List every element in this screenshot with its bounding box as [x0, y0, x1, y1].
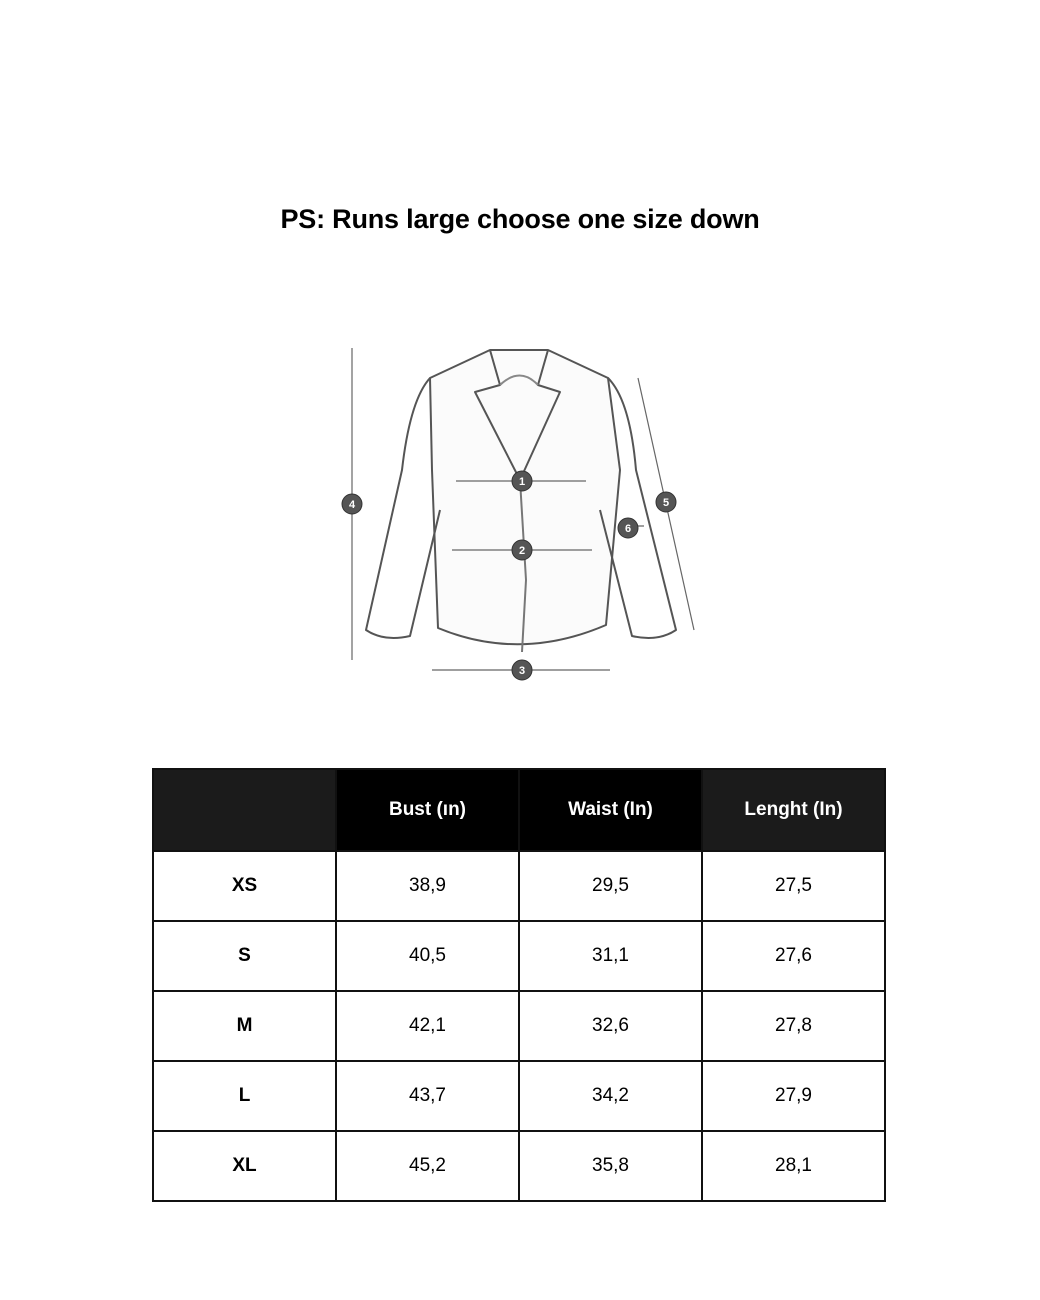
header-waist: Waist (In) — [519, 769, 702, 851]
header-bust: Bust (ın) — [336, 769, 519, 851]
size-cell: XL — [153, 1131, 336, 1201]
size-cell: S — [153, 921, 336, 991]
marker-3-label: 3 — [518, 665, 526, 677]
marker-6-icon — [618, 518, 638, 538]
size-cell: L — [153, 1061, 336, 1131]
size-note: PS: Runs large choose one size down — [280, 204, 760, 234]
marker-1-label: 1 — [518, 476, 526, 488]
bust-cell: 43,7 — [336, 1061, 519, 1131]
waist-cell: 32,6 — [519, 991, 702, 1061]
table-row — [153, 921, 885, 991]
length-cell: 27,9 — [702, 1061, 885, 1131]
size-cell: M — [153, 991, 336, 1061]
size-chart-table — [152, 768, 886, 1202]
table-header-row — [153, 769, 885, 851]
waist-cell: 31,1 — [519, 921, 702, 991]
length-cell: 27,6 — [702, 921, 885, 991]
table-row — [153, 1131, 885, 1201]
marker-3-icon — [512, 660, 532, 680]
marker-4-icon — [342, 494, 362, 514]
jacket-outline-icon — [366, 350, 676, 652]
bust-cell: 42,1 — [336, 991, 519, 1061]
table-row — [153, 851, 885, 921]
table-row — [153, 1061, 885, 1131]
length-cell: 27,8 — [702, 991, 885, 1061]
marker-2-icon — [512, 540, 532, 560]
marker-6-label: 6 — [624, 523, 632, 535]
size-cell: XS — [153, 851, 336, 921]
marker-2-label: 2 — [518, 545, 526, 557]
length-cell: 27,5 — [702, 851, 885, 921]
bust-cell: 40,5 — [336, 921, 519, 991]
bust-cell: 38,9 — [336, 851, 519, 921]
length-cell: 28,1 — [702, 1131, 885, 1201]
bust-cell: 45,2 — [336, 1131, 519, 1201]
jacket-measurement-diagram — [330, 330, 710, 690]
marker-4-label: 4 — [348, 499, 356, 511]
marker-1-icon — [512, 471, 532, 491]
table-row — [153, 991, 885, 1061]
waist-cell: 35,8 — [519, 1131, 702, 1201]
marker-5-icon — [656, 492, 676, 512]
header-length: Lenght (In) — [702, 769, 885, 851]
header-size — [153, 769, 336, 851]
waist-cell: 29,5 — [519, 851, 702, 921]
marker-5-label: 5 — [662, 497, 670, 509]
waist-cell: 34,2 — [519, 1061, 702, 1131]
